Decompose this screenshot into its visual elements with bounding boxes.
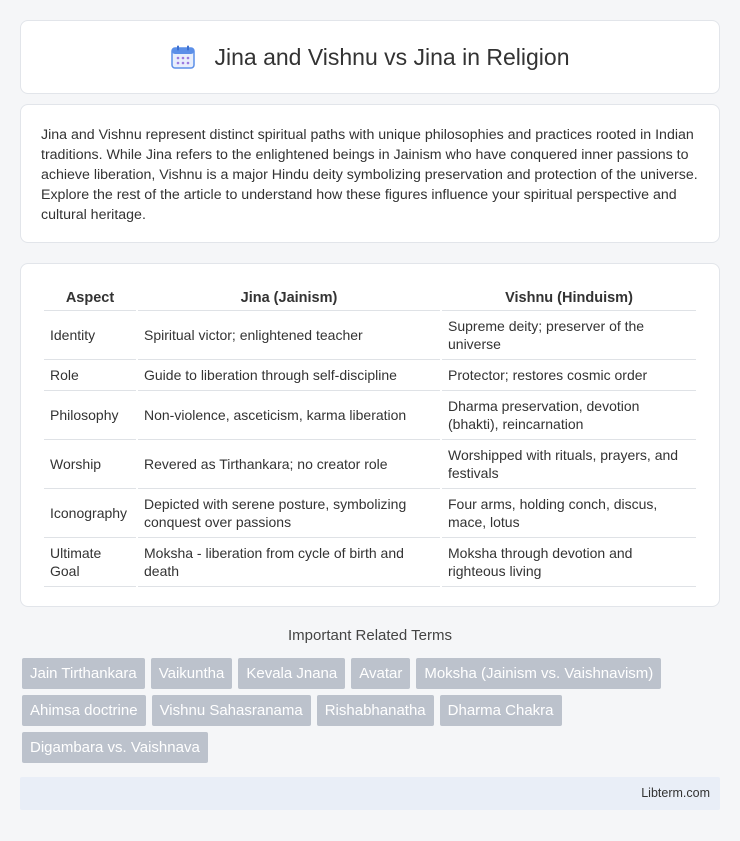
column-header-aspect: Aspect: [44, 282, 136, 311]
footer: [20, 777, 720, 810]
related-term-tag[interactable]: Jain Tirthankara: [22, 658, 145, 689]
table-cell-aspect: Worship: [44, 440, 136, 489]
table-cell-aspect: Philosophy: [44, 391, 136, 440]
table-row: [44, 360, 696, 391]
table-cell-jina: Guide to liberation through self-discipline: [138, 360, 440, 391]
table-cell-aspect: Iconography: [44, 489, 136, 538]
footer-site-link[interactable]: Libterm.com: [641, 786, 710, 800]
table-row: [44, 538, 696, 587]
comparison-table: [42, 282, 698, 587]
calendar-icon: [170, 44, 196, 70]
table-row: [44, 489, 696, 538]
related-term-tag[interactable]: Digambara vs. Vaishnava: [22, 732, 208, 763]
table-cell-vishnu: Four arms, holding conch, discus, mace, lotus: [442, 489, 696, 538]
table-cell-jina: Spiritual victor; enlightened teacher: [138, 311, 440, 360]
title-card: [20, 20, 720, 94]
table-header-row: [44, 282, 696, 311]
table-cell-jina: Non-violence, asceticism, karma liberation: [138, 391, 440, 440]
page-title: Jina and Vishnu vs Jina in Religion: [214, 43, 570, 70]
table-cell-vishnu: Protector; restores cosmic order: [442, 360, 696, 391]
table-cell-vishnu: Moksha through devotion and righteous living: [442, 538, 696, 587]
table-cell-aspect: Ultimate Goal: [44, 538, 136, 587]
related-term-tag[interactable]: Kevala Jnana: [238, 658, 345, 689]
table-cell-aspect: Role: [44, 360, 136, 391]
column-header-jina: Jina (Jainism): [138, 282, 440, 311]
table-row: [44, 391, 696, 440]
intro-card: [20, 104, 720, 243]
related-term-tag[interactable]: Dharma Chakra: [440, 695, 562, 726]
intro-text: Jina and Vishnu represent distinct spiritual paths with unique philosophies and practices rooted in Indian traditions. While Jina refers to the enlightened beings in Jainism who have conquered inner passions to achieve liberation, Vishnu is a major Hindu deity symbolizing preservation and protection of the universe. Explore the rest of the article to understand how these figures influence your spiritual perspective and cultural heritage.: [41, 127, 698, 223]
table-row: [44, 440, 696, 489]
related-terms-list: [22, 658, 722, 763]
table-cell-vishnu: Worshipped with rituals, prayers, and festivals: [442, 440, 696, 489]
related-term-tag[interactable]: Avatar: [351, 658, 410, 689]
table-cell-aspect: Identity: [44, 311, 136, 360]
related-term-tag[interactable]: Moksha (Jainism vs. Vaishnavism): [416, 658, 661, 689]
column-header-vishnu: Vishnu (Hinduism): [442, 282, 696, 311]
related-term-tag[interactable]: Vaikuntha: [151, 658, 233, 689]
comparison-table-card: [20, 263, 720, 607]
table-cell-jina: Moksha - liberation from cycle of birth and death: [138, 538, 440, 587]
table-cell-vishnu: Dharma preservation, devotion (bhakti), reincarnation: [442, 391, 696, 440]
related-term-tag[interactable]: Ahimsa doctrine: [22, 695, 146, 726]
table-row: [44, 311, 696, 360]
table-cell-vishnu: Supreme deity; preserver of the universe: [442, 311, 696, 360]
related-terms-title: Important Related Terms: [288, 627, 452, 644]
table-cell-jina: Depicted with serene posture, symbolizing conquest over passions: [138, 489, 440, 538]
table-cell-jina: Revered as Tirthankara; no creator role: [138, 440, 440, 489]
related-term-tag[interactable]: Vishnu Sahasranama: [152, 695, 311, 726]
related-term-tag[interactable]: Rishabhanatha: [317, 695, 434, 726]
